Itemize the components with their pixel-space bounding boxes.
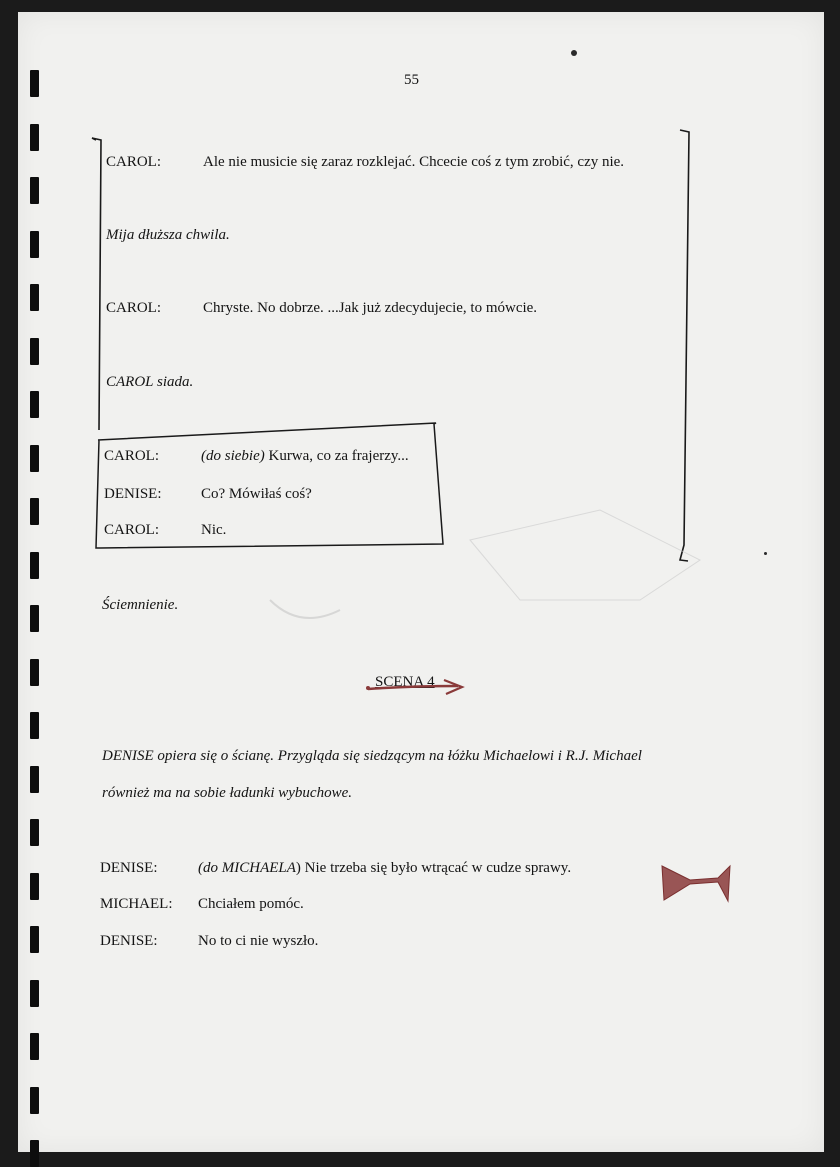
speaker-denise: DENISE:: [104, 486, 162, 502]
dialogue-line: [198, 860, 571, 877]
spiral-binding: [30, 20, 44, 1150]
speaker-carol: CAROL:: [106, 300, 162, 316]
stage-direction: Mija dłuższa chwila.: [106, 227, 230, 243]
binding-hole: [30, 498, 39, 525]
dialogue-line: [201, 448, 409, 465]
red-ink-speck: [366, 686, 370, 690]
dialogue-line: Chryste. No dobrze. ...Jak już zdecydujecie, to mówcie.: [203, 300, 538, 316]
script-page: [18, 12, 824, 1152]
dialogue-line: Chciałem pomóc.: [198, 896, 304, 912]
binding-hole: [30, 926, 39, 953]
binding-hole: [30, 177, 39, 204]
dialogue-text: Kurwa, co za frajerzy...: [264, 448, 409, 464]
parenthetical: (do siebie): [201, 448, 265, 464]
binding-hole: [30, 124, 39, 151]
speaker-denise: DENISE:: [100, 933, 158, 949]
parenthetical-name: MICHAELA: [221, 860, 296, 876]
speaker-michael: MICHAEL:: [100, 896, 173, 912]
stage-direction: DENISE opiera się o ścianę. Przygląda się siedzącym na łóżku Michaelowi i R.J. Michael: [102, 748, 642, 764]
binding-hole: [30, 819, 39, 846]
scene-heading: SCENA 4: [375, 674, 435, 690]
binding-hole: [30, 70, 39, 97]
speaker-carol: CAROL:: [104, 448, 160, 464]
binding-hole: [30, 659, 39, 686]
binding-hole: [30, 231, 39, 258]
page-number: 55: [404, 72, 419, 88]
speaker-carol: CAROL:: [106, 154, 162, 170]
dialogue-line: Ale nie musicie się zaraz rozklejać. Chcecie coś z tym zrobić, czy nie.: [203, 154, 625, 170]
binding-hole: [30, 391, 39, 418]
binding-hole: [30, 605, 39, 632]
ink-speck: [571, 50, 577, 56]
stage-direction: również ma na sobie ładunki wybuchowe.: [102, 785, 352, 801]
binding-hole: [30, 873, 39, 900]
binding-hole: [30, 552, 39, 579]
speaker-carol: CAROL:: [104, 522, 160, 538]
binding-hole: [30, 445, 39, 472]
parenthetical-open: (do: [198, 860, 222, 876]
dialogue-line: Co? Mówiłaś coś?: [201, 486, 312, 502]
binding-hole: [30, 338, 39, 365]
speaker-denise: DENISE:: [100, 860, 158, 876]
stage-direction: Ściemnienie.: [102, 597, 179, 613]
binding-hole: [30, 1140, 39, 1167]
stage-direction: CAROL siada.: [106, 374, 194, 390]
binding-hole: [30, 1033, 39, 1060]
dialogue-line: No to ci nie wyszło.: [198, 933, 319, 949]
dialogue-line: Nic.: [201, 522, 227, 538]
binding-hole: [30, 1087, 39, 1114]
binding-hole: [30, 766, 39, 793]
binding-hole: [30, 712, 39, 739]
ink-speck: [764, 552, 767, 555]
dialogue-text: Nie trzeba się było wtrącać w cudze sprawy.: [300, 860, 572, 876]
binding-hole: [30, 284, 39, 311]
binding-hole: [30, 980, 39, 1007]
parenthetical-close: ): [295, 860, 301, 876]
